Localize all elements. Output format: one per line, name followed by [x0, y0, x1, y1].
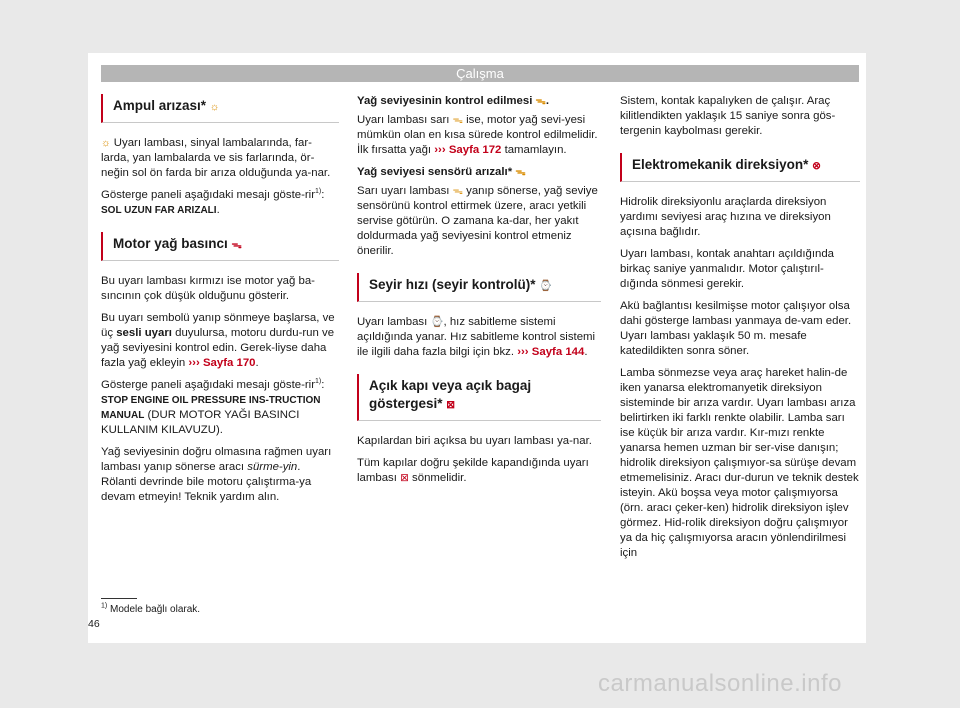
section-heading-oil-pressure — [101, 232, 339, 261]
subheading-oil-sensor: Yağ seviyesi sensörü arızalı* ᯓ — [357, 166, 526, 178]
page-link[interactable]: Sayfa 144 — [531, 346, 585, 358]
display-message: STOP ENGINE OIL PRESSURE INS-TRUCTION MANUAL — [101, 395, 321, 421]
heading-text: göstergesi* — [369, 396, 443, 411]
heading-text: Elektromekanik direksiyon* — [632, 157, 809, 172]
heading-text: Ampul arızası* — [113, 98, 207, 113]
subheading-oil-level: Yağ seviyesinin kontrol edilmesi ᯓ. — [357, 95, 550, 107]
heading-text: Motor yağ basıncı — [113, 236, 228, 251]
cruise-control-icon: ⌚ — [539, 280, 553, 292]
steering-wheel-icon: ⊗ — [812, 160, 821, 172]
paragraph: Uyarı lambası sarı ᯓ ise, motor yağ sevi-yesi mümkün olan en kısa sürede kontrol edilmelidir. İlk fırsatta yağı ››› Sayfa 172 tamamlayın. — [357, 114, 598, 156]
paragraph: Kapılardan biri açıksa bu uyarı lambası ya-nar. — [357, 435, 592, 447]
link-arrow: ››› — [434, 144, 446, 156]
heading-text: Açık kapı veya açık bagaj — [369, 378, 532, 393]
display-message: SOL UZUN FAR ARIZALI — [101, 205, 217, 216]
paragraph: Lamba sönmezse veya araç hareket halin-de iken yanarsa elektromanyetik direksiyon sisteminde bir arıza vardır. Uyarı lambası arıza belirtirken iki farklı renkte olabilir. Lamba sarı ise küçük bir arıza vardır. Kır-mızı renkte yanarsa hemen uzman bir ser-vise danışın; hidrolik direksiyon çalışmıyor-sa sürüşe devam etmemelisiniz. Aracı dur-durun ve teknik destek isteyin. Akü boşsa veya motor çalışmıyorsa (örn. aracı çeker-ken) hidrolik direksiyon işlev görmez. Hid-rolik direksiyon doğru çalışmıyor ya da hiç çalışmıyorsa aracın yönlendirilmesi için — [620, 367, 859, 559]
column-1 — [101, 94, 339, 512]
section-heading-steering — [620, 153, 860, 182]
column-3 — [620, 94, 860, 568]
open-door-icon: ⊠ — [446, 399, 456, 411]
paragraph: ☼ Uyarı lambası, sinyal lambalarında, far-larda, yan lambalarda ve sis farlarında, ör-neğin sol ön farda bir arıza olduğunda ya-nar. — [101, 137, 331, 179]
oil-can-icon: ᯓ — [231, 239, 242, 251]
section-header: Çalışma — [101, 65, 859, 82]
paragraph: Uyarı lambası, kontak anahtarı açıldığında birkaç saniye yanmalıdır. Motor çalıştırıl-dığında sönmesi gerekir. — [620, 248, 835, 290]
footnote-ref: 1) — [315, 378, 322, 386]
page-number: 46 — [88, 618, 100, 630]
section-heading-bulb-failure — [101, 94, 339, 123]
page-link[interactable]: Sayfa 170 — [202, 357, 256, 369]
link-arrow: ››› — [188, 357, 200, 369]
oil-can-icon: ᯓ — [515, 166, 526, 178]
paragraph: Uyarı lambası ⌚, hız sabitleme sistemi açıldığında yanar. Hız sabitleme kontrol sistemi ile ilgili daha fazla bilgi için bkz. ››› Sayfa 144. — [357, 316, 596, 358]
footnote-divider — [101, 598, 137, 599]
bulb-icon: ☼ — [209, 101, 220, 113]
paragraph: Bu uyarı sembolü yanıp sönmeye başlarsa, ve üç sesli uyarı duyulursa, motoru durdu-run ve yağ seviyesini kontrol edin. Gerek-liyse daha fazla yağ ekleyin ››› Sayfa 170. — [101, 312, 335, 369]
section-heading-cruise-control — [357, 273, 601, 302]
paragraph: Sistem, kontak kapalıyken de çalışır. Araç kilitlendikten yaklaşık 15 saniye sonra gös-tergenin kaybolması gerekir. — [620, 95, 836, 137]
paragraph: Sarı uyarı lambası ᯓ yanıp sönerse, yağ seviye sensörünü kontrol ettirmek üzere, aracı yetkili servise götürün. O zamana ka-dar, her yakıt doldurmada yağ seviyesini kontrol etmeniz önerilir. — [357, 185, 598, 257]
oil-can-icon: ᯓ — [535, 95, 546, 107]
column-2 — [357, 94, 601, 493]
footnote-ref: 1) — [315, 188, 322, 196]
oil-can-icon: ᯓ — [452, 114, 463, 126]
bulb-icon: ☼ — [101, 137, 111, 149]
paragraph: Tüm kapılar doğru şekilde kapandığında uyarı lambası ⊠ sönmelidir. — [357, 457, 589, 484]
paragraph: Gösterge paneli aşağıdaki mesajı göste-rir$^{1)}$: SOL UZUN FAR ARIZALI. — [101, 188, 325, 216]
heading-text: Seyir hızı (seyir kontrolü)* — [369, 277, 536, 292]
page-link[interactable]: Sayfa 172 — [448, 144, 502, 156]
paragraph: Akü bağlantısı kesilmişse motor çalışıyor olsa dahi gösterge lambası yanmaya de-vam eder. Uyarı lambası yaklaşık 50 m. mesafe katedildikten sonra söner. — [620, 300, 852, 357]
paragraph: Gösterge paneli aşağıdaki mesajı göste-rir$^{1)}$: STOP ENGINE OIL PRESSURE INS-TRUCTION MANUAL (DUR MOTOR YAĞI BASINCI KULLANIM KILAVUZU). — [101, 378, 325, 436]
paragraph: Yağ seviyesinin doğru olmasına rağmen uyarı lambası yanıp sönerse aracı sürme-yin. Rölanti devrinde bile motoru çalıştırma-ya devam etmeyin! Teknik yardım alın. — [101, 446, 332, 503]
footnote: $^{1)}$ Modele bağlı olarak. — [101, 602, 201, 615]
paragraph: Bu uyarı lambası kırmızı ise motor yağ ba-sıncının çok düşük olduğunu gösterir. — [101, 275, 315, 302]
cruise-control-icon: ⌚ — [430, 316, 444, 328]
section-heading-open-door — [357, 374, 601, 421]
link-arrow: ››› — [517, 346, 529, 358]
paragraph: Hidrolik direksiyonlu araçlarda direksiyon yardımı seviyesi araç hızına ve direksiyon açısına bağlıdır. — [620, 196, 831, 238]
watermark: carmanualsonline.info — [598, 670, 842, 697]
open-door-icon: ⊠ — [400, 472, 409, 484]
oil-can-icon: ᯓ — [452, 185, 463, 197]
